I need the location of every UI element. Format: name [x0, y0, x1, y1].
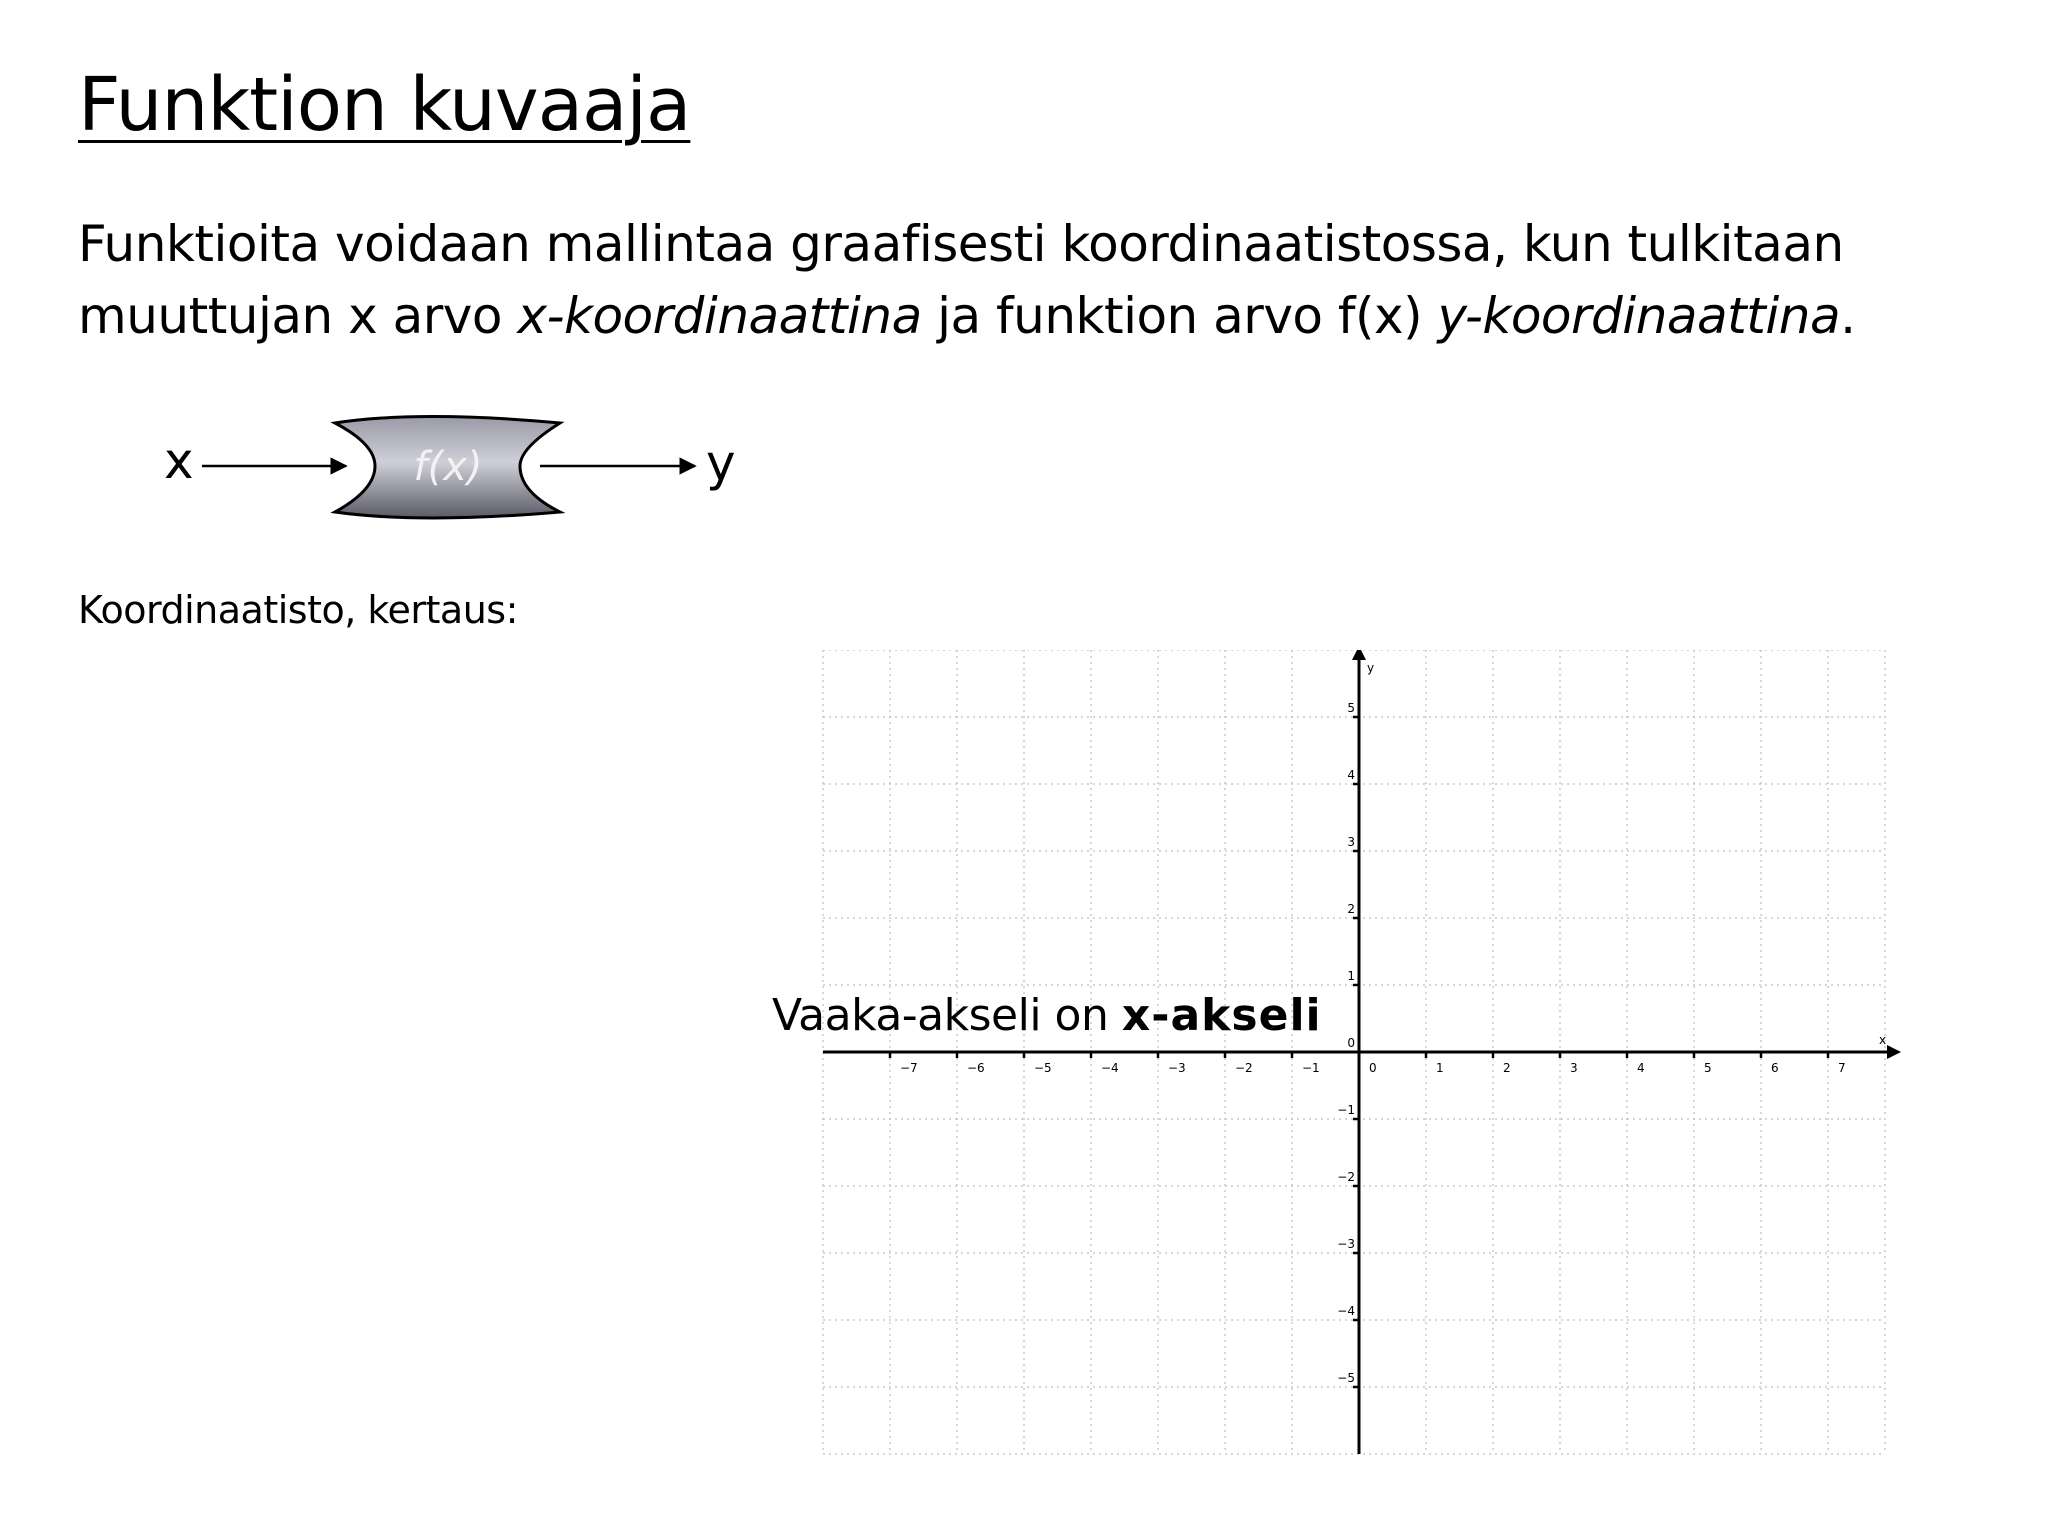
x-tick-label: −3	[1168, 1061, 1186, 1075]
y-tick-label: 4	[1347, 768, 1355, 782]
function-label: f(x)	[413, 444, 483, 490]
x-tick-label: 6	[1771, 1061, 1779, 1075]
machine-input-label: x	[164, 432, 194, 490]
paragraph-text: muuttujan x arvo	[78, 287, 518, 345]
y-tick-label: 1	[1347, 969, 1355, 983]
y-axis-name: y	[1367, 661, 1375, 675]
x-axis-name: x	[1879, 1033, 1887, 1047]
x-tick-label: 7	[1838, 1061, 1846, 1075]
coordinate-grid	[815, 650, 1915, 1476]
paragraph-text: .	[1840, 287, 1856, 345]
x-tick-label: 3	[1570, 1061, 1578, 1075]
paragraph-line-2	[78, 280, 2018, 352]
x-tick-label: −1	[1302, 1061, 1320, 1075]
x-axis-term: x-akseli	[1121, 990, 1322, 1041]
y-tick-label: −2	[1337, 1170, 1355, 1184]
x-tick-label: 4	[1637, 1061, 1645, 1075]
paragraph-line-1: Funktioita voidaan mallintaa graafisesti koordinaatistossa, kun tulkitaan	[78, 215, 1844, 273]
x-tick-label: 5	[1704, 1061, 1712, 1075]
y-tick-label: −1	[1337, 1103, 1355, 1117]
origin-label: 0	[1347, 1036, 1355, 1050]
x-tick-label: −4	[1101, 1061, 1119, 1075]
x-tick-label: −5	[1034, 1061, 1052, 1075]
slide-title: Funktion kuvaaja	[78, 62, 691, 148]
x-tick-label: −2	[1235, 1061, 1253, 1075]
y-tick-label: −5	[1337, 1371, 1355, 1385]
x-tick-label: 1	[1436, 1061, 1444, 1075]
x-axis-arrowhead	[1887, 1045, 1901, 1059]
y-axis-arrowhead	[1352, 650, 1366, 660]
coordinate-review-heading: Koordinaatisto, kertaus:	[78, 588, 518, 632]
y-tick-label: 3	[1347, 835, 1355, 849]
y-tick-label: 2	[1347, 902, 1355, 916]
x-tick-label: −7	[900, 1061, 918, 1075]
y-coordinate-term: y-koordinaattina	[1437, 287, 1841, 345]
axes	[823, 650, 1901, 1454]
machine-output-label: y	[706, 434, 736, 492]
x-tick-label: 2	[1503, 1061, 1511, 1075]
x-coordinate-term: x-koordinaattina	[517, 287, 922, 345]
x-tick-label: −6	[967, 1061, 985, 1075]
y-tick-label: −4	[1337, 1304, 1355, 1318]
callout-text: Vaaka-akseli on	[772, 990, 1122, 1041]
paragraph-text: ja funktion arvo f(x)	[921, 287, 1438, 345]
y-tick-label: −3	[1337, 1237, 1355, 1251]
intro-paragraph	[78, 208, 2018, 352]
y-tick-label: 5	[1347, 701, 1355, 715]
x-axis-callout	[772, 990, 1322, 1041]
function-machine-diagram	[150, 410, 770, 525]
x-tick-label: 0	[1369, 1061, 1377, 1075]
